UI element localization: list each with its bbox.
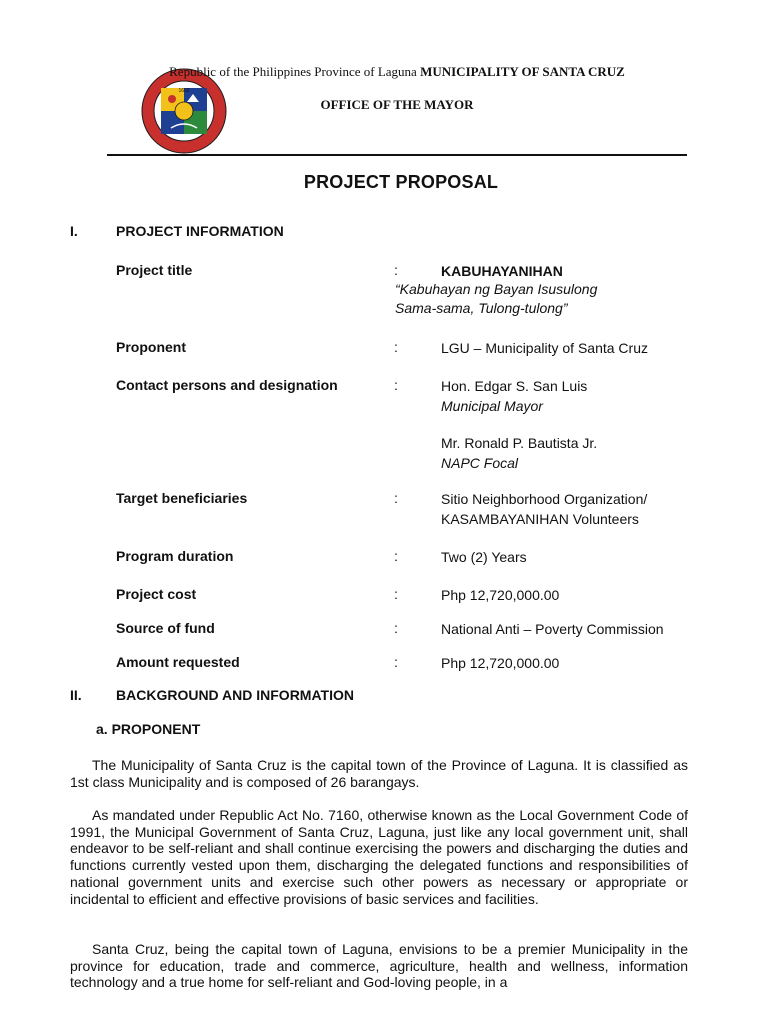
info-label: Project title <box>116 262 193 278</box>
info-value: Php 12,720,000.00 <box>441 655 560 671</box>
subsection-a-heading: a. PROPONENT <box>96 721 201 737</box>
info-value: National Anti – Poverty Commission <box>441 621 664 637</box>
section-1-title: PROJECT INFORMATION <box>116 223 284 239</box>
section-1-number: I. <box>70 223 78 239</box>
header-republic-text: Republic of the Philippines Province of Laguna <box>169 64 417 79</box>
info-label: Target beneficiaries <box>116 490 248 506</box>
paragraph-2: As mandated under Republic Act No. 7160, otherwise known as the Local Government Code of 1991, the Municipal Government of Santa Cruz, Laguna, just like any local government unit, shall endeavor to be self-reliant and shall continue exercising the powers and discharging the duties and functions currently vested upon them, discharging the delegated functions and responsibilities of national government units and exercise such other powers as necessary or appropriate or incidental to efficient and effective provisions of basic services and facilities. <box>70 807 688 907</box>
info-colon: : <box>394 548 398 564</box>
project-title-value: KABUHAYANIHAN <box>441 263 563 279</box>
info-label: Contact persons and designation <box>116 377 338 393</box>
info-label: Proponent <box>116 339 186 355</box>
document-title: PROJECT PROPOSAL <box>303 172 499 192</box>
header-office: OFFICE OF THE MAYOR <box>320 97 474 112</box>
info-value: Php 12,720,000.00 <box>441 587 560 603</box>
paragraph-1: The Municipality of Santa Cruz is the capital town of the Province of Laguna. It is classified as 1st class Municipality and is composed of 26 barangays. <box>70 757 688 790</box>
header-municipality: MUNICIPALITY OF SANTA CRUZ <box>420 64 625 79</box>
contact-role-2: NAPC Focal <box>441 454 519 471</box>
header-divider <box>107 154 687 156</box>
beneficiaries-line-1: Sitio Neighborhood Organization/ <box>441 491 648 507</box>
contact-role-1: Municipal Mayor <box>441 397 543 414</box>
paragraph-3: Santa Cruz, being the capital town of Laguna, envisions to be a premier Municipality in the province for education, trade and commerce, agriculture, health and wellness, information technology and a true home for self-reliant and God-loving people, in a <box>70 941 688 991</box>
info-label: Program duration <box>116 548 234 564</box>
info-value <box>441 377 597 473</box>
info-colon: : <box>394 586 398 602</box>
info-label: Amount requested <box>116 654 240 670</box>
info-colon: : <box>394 490 398 506</box>
info-colon: : <box>394 377 398 393</box>
beneficiaries-line-2: KASAMBAYANIHAN Volunteers <box>441 510 639 527</box>
info-label: Project cost <box>116 586 197 602</box>
info-value: Two (2) Years <box>441 549 527 565</box>
info-value: LGU – Municipality of Santa Cruz <box>441 340 648 356</box>
info-value <box>441 262 563 282</box>
project-tagline-1: “Kabuhayan ng Bayan Isusulong <box>395 281 598 297</box>
info-colon: : <box>394 262 398 278</box>
section-2-title: BACKGROUND AND INFORMATION <box>116 687 354 703</box>
header-republic-line <box>0 64 768 80</box>
info-value <box>441 490 647 529</box>
info-colon: : <box>394 620 398 636</box>
info-label: Source of fund <box>116 620 215 636</box>
contact-person-2: Mr. Ronald P. Bautista Jr. <box>441 435 598 451</box>
seal-year: 1602 <box>178 88 190 94</box>
project-tagline-2: Sama-sama, Tulong-tulong” <box>395 300 568 316</box>
info-colon: : <box>394 654 398 670</box>
contact-person-1: Hon. Edgar S. San Luis <box>441 378 588 394</box>
section-2-number: II. <box>70 687 82 703</box>
info-colon: : <box>394 339 398 355</box>
